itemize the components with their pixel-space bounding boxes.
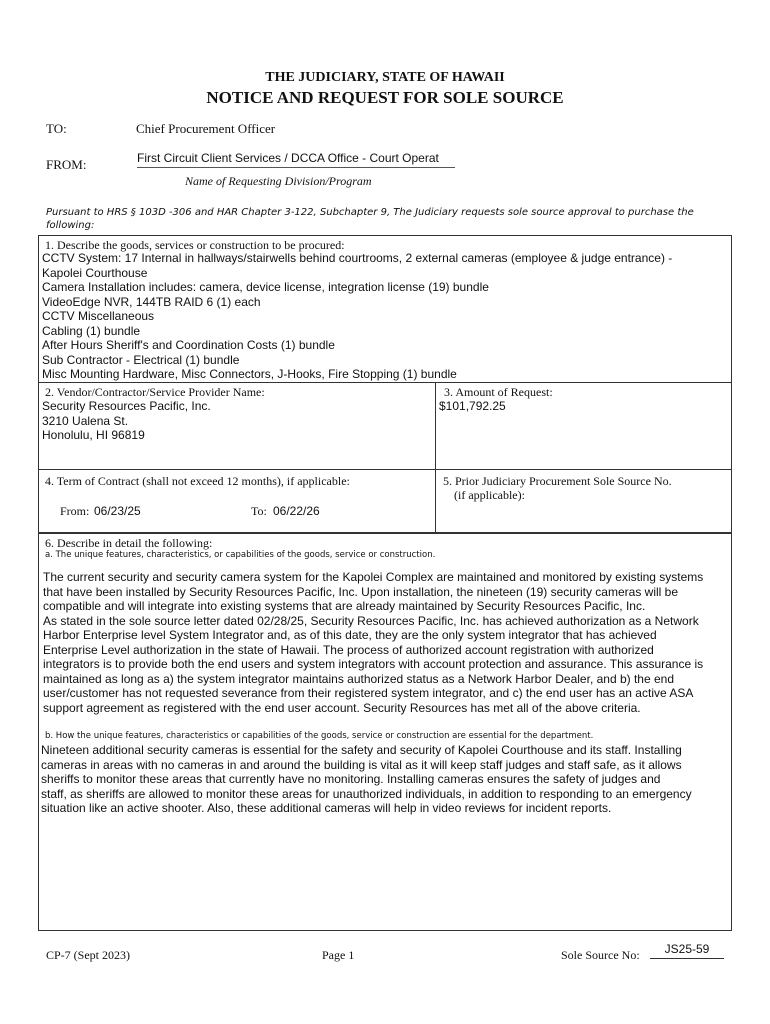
term-to-label: To: — [251, 504, 267, 518]
unique-features-line: support agreement as registered with the end user account. Security Resources has met all of the above criteria. — [43, 700, 641, 715]
unique-features-line: integrators is to provide both the end users and system integrators with account protection and assurance. This assurance is — [43, 657, 704, 671]
from-label: FROM: — [46, 157, 87, 172]
to-value: Chief Procurement Officer — [136, 121, 276, 136]
justification-line: cameras in areas with no cameras in and around the building is vital as it will keep staff judges and staff safe, as it allows — [41, 757, 682, 772]
justification-line: Nineteen additional security cameras is essential for the safety and security of Kapolei Courthouse and its staff. Installing — [41, 743, 682, 757]
section-6b-label: b. How the unique features, characteristics or capabilities of the goods, service or construction are essential for the department. — [45, 731, 594, 741]
section-1-label: 1. Describe the goods, services or construction to be procured: — [45, 238, 345, 252]
preamble-text: Pursuant to HRS § 103D -306 and HAR Chapter 3-122, Subchapter 9, The Judiciary requests sole source approval to purchase the following: — [46, 207, 694, 231]
description-line: CCTV Miscellaneous — [42, 309, 155, 323]
justification-line: sheriffs to monitor these areas that currently have no monitoring. Installing cameras ensures the safety of judges and — [41, 772, 661, 786]
vendor-line: Honolulu, HI 96819 — [42, 428, 145, 442]
vendor-field[interactable] — [42, 399, 211, 443]
unique-features-field[interactable] — [43, 570, 703, 715]
unique-features-line: Harbor Enterprise level System Integrator and, as of this date, they are the only system integrator that has achieved — [43, 628, 657, 642]
section-6-box — [38, 533, 732, 931]
justification-line: staff, as sheriffs are allowed to monitor these areas for unauthorized individuals, in addition to responding to an emergency — [41, 786, 692, 801]
essential-justification-field[interactable] — [41, 743, 692, 816]
prior-sole-source-field[interactable] — [444, 506, 724, 524]
requesting-division-caption: Name of Requesting Division/Program — [185, 174, 372, 188]
unique-features-line: user/customer has not requested severance from their registered system integrator, and c) the end user has an active ASA — [43, 686, 694, 700]
vendor-line: 3210 Ualena St. — [42, 413, 129, 428]
sole-source-number-field[interactable] — [650, 940, 724, 959]
term-from-label: From: — [60, 504, 90, 518]
section-3-label: 3. Amount of Request: — [444, 385, 553, 399]
unique-features-line: that have been installed by Security Resources Pacific, Inc. Upon installation, the nineteen (19) security cameras will be — [43, 584, 678, 599]
section-6a-label: a. The unique features, characteristics, or capabilities of the goods, service or construction. — [45, 550, 436, 560]
section-5-label: 5. Prior Judiciary Procurement Sole Source No. — [443, 474, 672, 488]
section-1-box — [38, 235, 732, 383]
description-line: Sub Contractor - Electrical (1) bundle — [42, 352, 240, 367]
page-number: Page 1 — [322, 948, 355, 962]
amount-field[interactable]: $101,792.25 — [439, 399, 506, 413]
section-5-label-applicable: (if applicable): — [454, 488, 525, 502]
section-3-box — [435, 382, 732, 470]
description-line: VideoEdge NVR, 144TB RAID 6 (1) each — [42, 294, 261, 309]
description-line: Misc Mounting Hardware, Misc Connectors, J-Hooks, Fire Stopping (1) bundle — [42, 367, 457, 381]
term-from-field[interactable]: 06/23/25 — [94, 504, 141, 518]
description-line: After Hours Sheriff's and Coordination Costs (1) bundle — [42, 338, 335, 352]
sole-source-number-label: Sole Source No: — [561, 948, 640, 962]
section-5-box — [435, 469, 732, 533]
to-label: TO: — [46, 121, 67, 136]
section-4-box — [38, 469, 436, 533]
unique-features-line: maintained as long as a) the system integrator maintains authorized status as a Network Harbor Dealer, and b) the end — [43, 671, 675, 686]
section-2-label: 2. Vendor/Contractor/Service Provider Name: — [45, 385, 265, 399]
term-to-field[interactable]: 06/22/26 — [273, 504, 320, 518]
description-line: Camera Installation includes: camera, device license, integration license (19) bundle — [42, 280, 489, 294]
unique-features-line: compatible and will integrate into existing systems that are already maintained by Security Resources Pacific, Inc. — [43, 599, 646, 613]
description-line: CCTV System: 17 Internal in hallways/stairwells behind courtrooms, 2 external cameras (employee & judge entrance) - — [42, 251, 673, 265]
unique-features-line: Enterprise Level authorization in the state of Hawaii. The process of authorized account registration with authorized — [43, 642, 654, 657]
description-line: Cabling (1) bundle — [42, 323, 141, 338]
description-line: Kapolei Courthouse — [42, 265, 148, 280]
requesting-division-field[interactable] — [137, 149, 455, 168]
vendor-line: Security Resources Pacific, Inc. — [42, 399, 211, 413]
unique-features-line: As stated in the sole source letter dated 02/28/25, Security Resources Pacific, Inc. has achieved authorization as a Network — [43, 613, 699, 628]
form-title: NOTICE AND REQUEST FOR SOLE SOURCE — [206, 88, 564, 107]
unique-features-line: The current security and security camera system for the Kapolei Complex are maintained and monitored by existing systems — [43, 570, 704, 584]
justification-line: situation like an active shooter. Also, these additional cameras will help in video reviews for incident reports. — [41, 801, 612, 815]
section-1-description[interactable] — [42, 251, 672, 382]
section-2-box — [38, 382, 436, 470]
form-number: CP-7 (Sept 2023) — [46, 948, 130, 962]
section-6-label: 6. Describe in detail the following: — [45, 536, 213, 550]
section-4-label: 4. Term of Contract (shall not exceed 12 months), if applicable: — [45, 474, 350, 488]
agency-name: THE JUDICIARY, STATE OF HAWAII — [265, 70, 505, 85]
